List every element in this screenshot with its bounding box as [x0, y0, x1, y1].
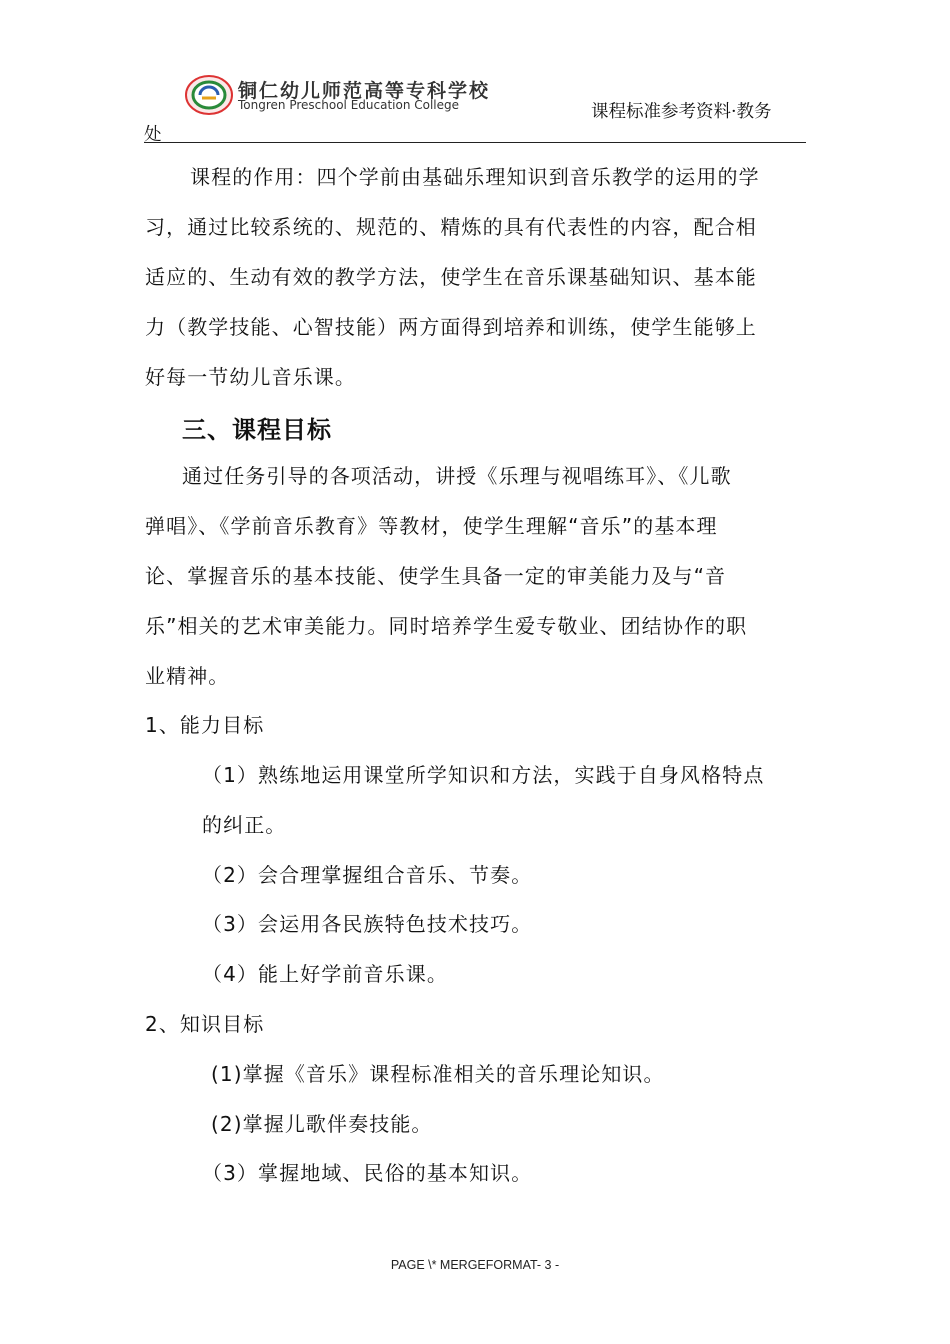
section-heading: 三、课程目标 [182, 416, 332, 444]
paragraph-line: 课程的作用：四个学前由基础乐理知识到音乐教学的运用的学 [190, 165, 760, 189]
header-doc-title: 课程标准参考资料·教务 [591, 102, 772, 122]
paragraph-line: 弹唱》、《学前音乐教育》等教材，使学生理解“音乐”的基本理 [145, 514, 718, 538]
paragraph-line: 适应的、生动有效的教学方法，使学生在音乐课基础知识、基本能 [145, 265, 757, 289]
list-item: （1）熟练地运用课堂所学知识和方法，实践于自身风格特点 [202, 763, 765, 787]
college-emblem-icon [184, 72, 234, 118]
subsection-title: 2、知识目标 [145, 1012, 265, 1036]
page-footer: PAGE \* MERGEFORMAT- 3 - [390, 1258, 560, 1272]
header-doc-title-wrap: 处 [144, 125, 162, 145]
paragraph-line: 业精神。 [145, 664, 230, 688]
logo-chinese-name: 铜仁幼儿师范高等专科学校 [238, 80, 491, 102]
list-item: （4）能上好学前音乐课。 [202, 962, 448, 986]
list-item: （3）会运用各民族特色技术技巧。 [202, 912, 533, 936]
logo-english-name: Tongren Preschool Education College [238, 98, 460, 112]
subsection-title: 1、能力目标 [145, 713, 265, 737]
list-item: （2）会合理掌握组合音乐、节奏。 [202, 863, 533, 887]
list-item: (1)掌握《音乐》课程标准相关的音乐理论知识。 [211, 1062, 665, 1086]
list-item-continuation: 的纠正。 [202, 813, 287, 837]
list-item: (2)掌握儿歌伴奏技能。 [211, 1112, 433, 1136]
paragraph-line: 乐”相关的艺术审美能力。同时培养学生爱专敬业、团结协作的职 [145, 614, 748, 638]
paragraph-line: 论、掌握音乐的基本技能、使学生具备一定的审美能力及与“音 [145, 564, 727, 588]
paragraph-line: 习，通过比较系统的、规范的、精炼的具有代表性的内容，配合相 [145, 215, 757, 239]
header-divider [144, 142, 806, 143]
paragraph-line: 力（教学技能、心智技能）两方面得到培养和训练，使学生能够上 [145, 315, 757, 339]
list-item: （3）掌握地域、民俗的基本知识。 [202, 1161, 533, 1185]
paragraph-line: 好每一节幼儿音乐课。 [145, 365, 356, 389]
college-logo [184, 72, 491, 118]
paragraph-line: 通过任务引导的各项活动，讲授《乐理与视唱练耳》、《儿歌 [182, 464, 732, 488]
